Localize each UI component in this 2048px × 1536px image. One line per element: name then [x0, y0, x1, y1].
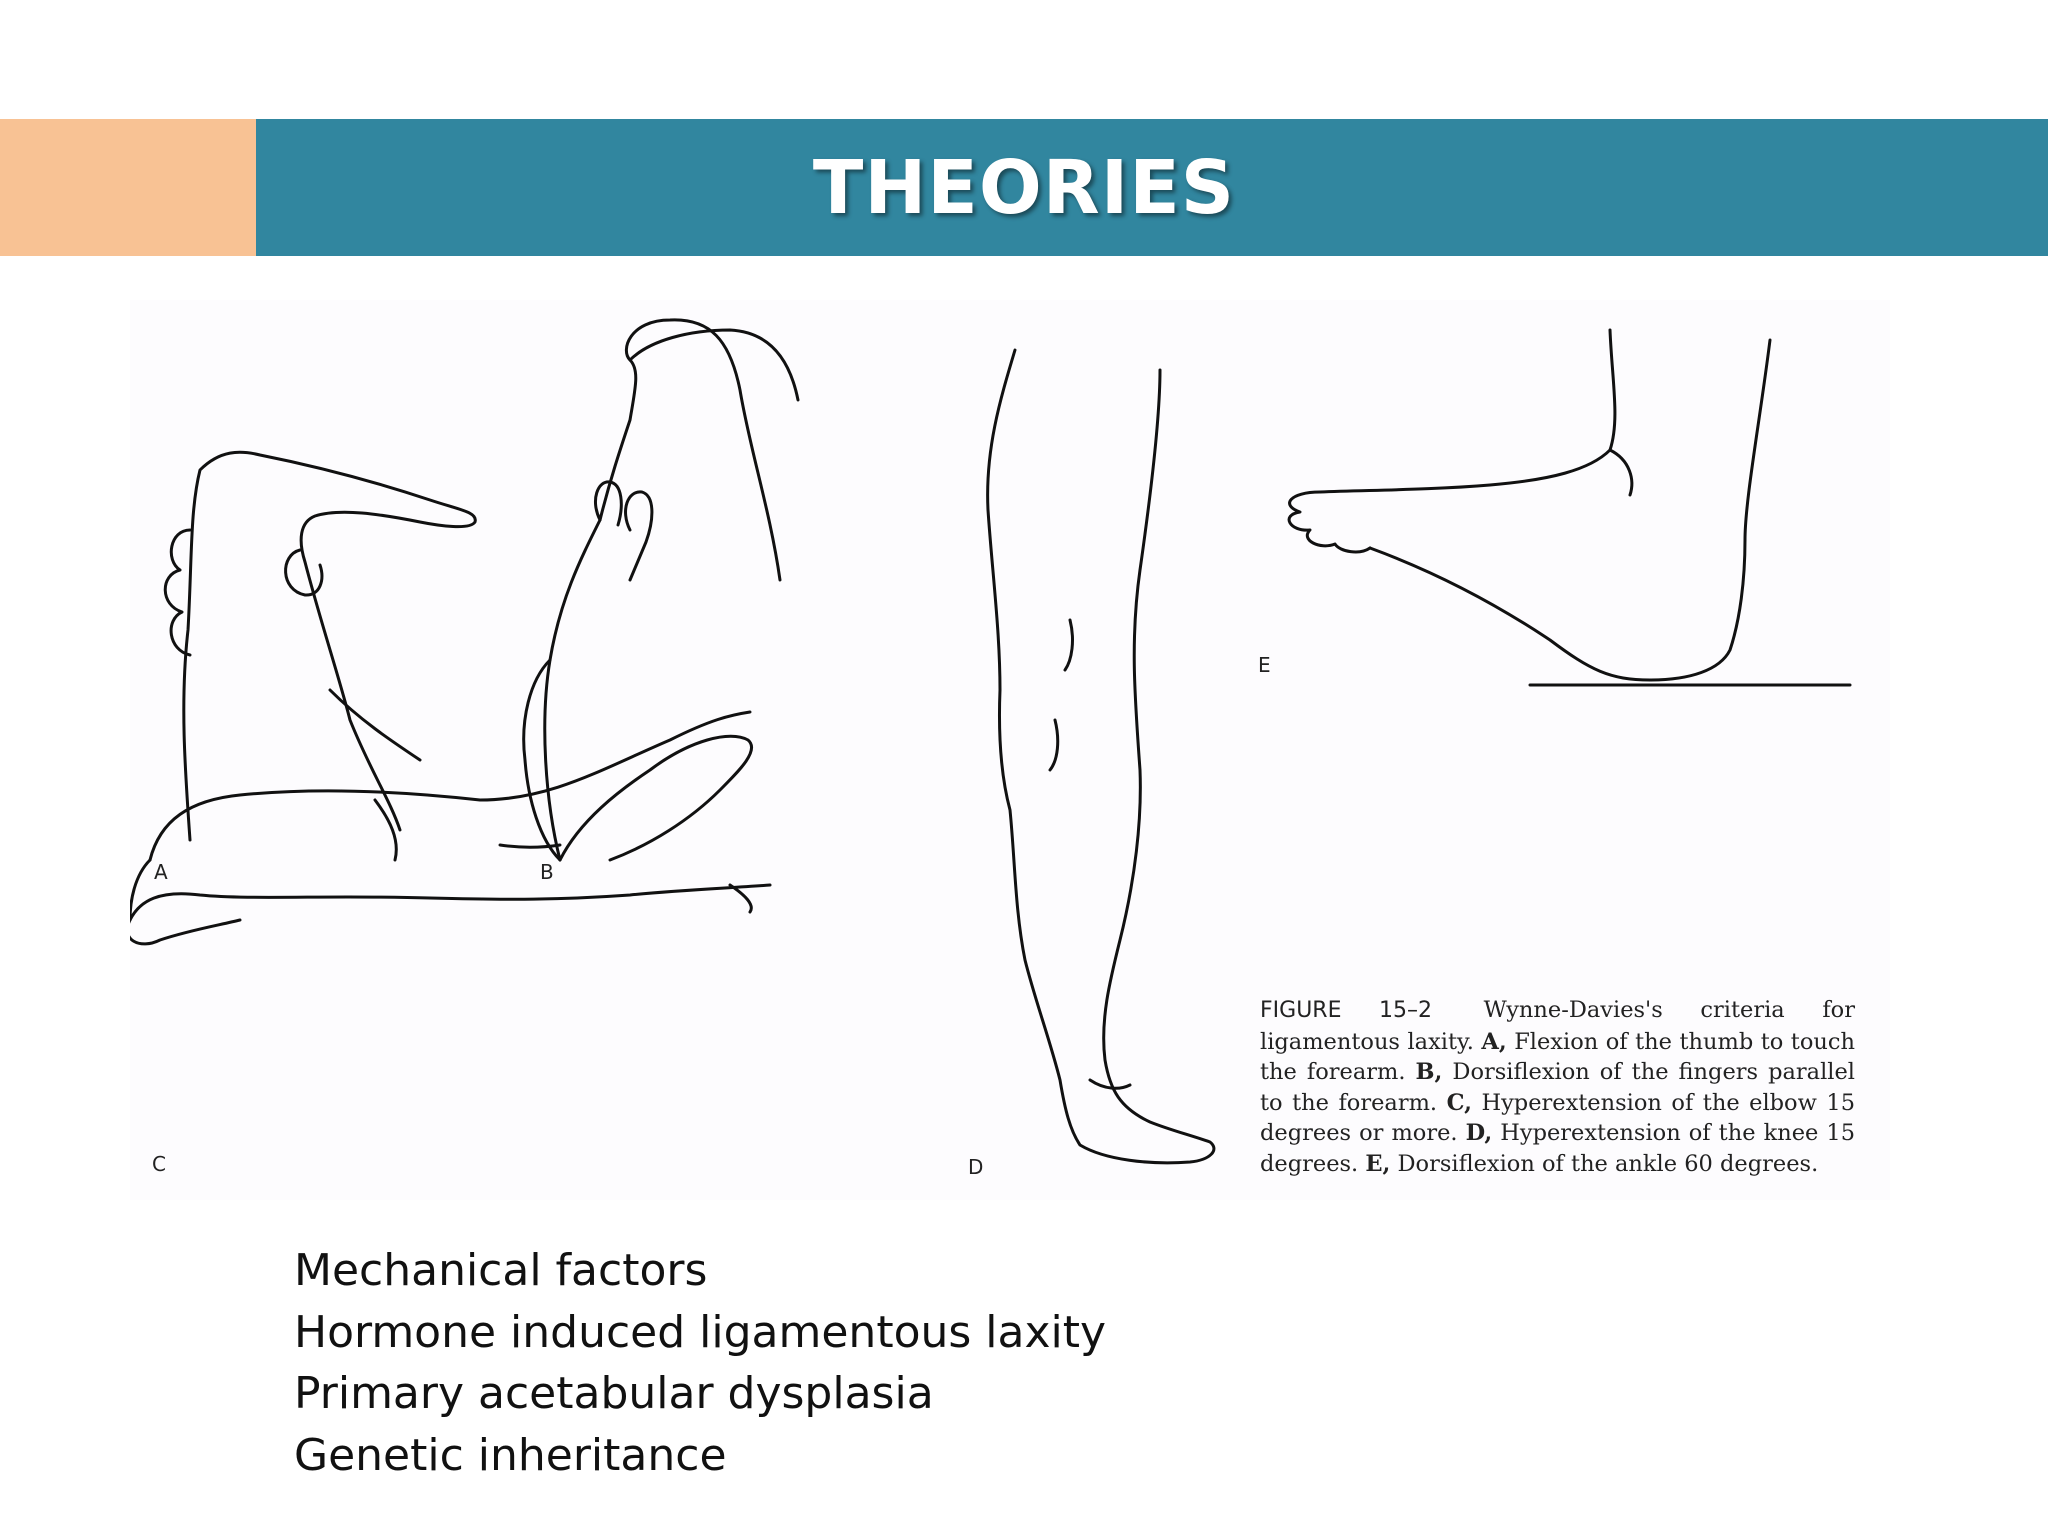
panel-label-b: B: [540, 860, 554, 884]
panel-label-a: A: [154, 860, 168, 884]
drawing-b-finger-dorsiflexion: [524, 320, 798, 860]
panel-label-c: C: [152, 1152, 166, 1176]
caption-intro: Wynne-Davies's criteria for ligamentous laxity.: [1260, 997, 1855, 1055]
caption-letter-d: D,: [1465, 1120, 1493, 1146]
panel-label-d: D: [968, 1155, 984, 1179]
slide-title: THEORIES: [812, 144, 1236, 231]
caption-text-a: Flexion of the thumb to touch the forearm.: [1260, 1028, 1855, 1085]
caption-letter-b: B,: [1415, 1059, 1443, 1085]
theories-list: [294, 1240, 1106, 1486]
panel-label-e: E: [1258, 653, 1271, 677]
figure-illustration: [130, 300, 1890, 1200]
drawing-d-knee-hyperextension: [988, 350, 1214, 1163]
accent-block: [0, 119, 256, 256]
figure-caption: [1260, 995, 1855, 1179]
caption-letter-c: C,: [1446, 1089, 1472, 1116]
list-item: Genetic inheritance: [294, 1429, 727, 1481]
caption-text-c: Hyperextension of the elbow 15 degrees or more.: [1260, 1089, 1856, 1146]
list-item: Mechanical factors: [294, 1245, 708, 1296]
caption-letter-e: E,: [1365, 1150, 1391, 1177]
caption-text-e: Dorsiflexion of the ankle 60 degrees.: [1397, 1150, 1819, 1177]
list-item: Hormone induced ligamentous laxity: [294, 1306, 1107, 1358]
caption-letter-a: A,: [1481, 1028, 1507, 1055]
caption-text-d: Hyperextension of the knee 15 degrees.: [1260, 1120, 1856, 1177]
list-item: Primary acetabular dysplasia: [294, 1368, 934, 1419]
caption-text-b: Dorsiflexion of the fingers parallel to the forearm.: [1260, 1059, 1855, 1116]
figure-number: FIGURE 15–2: [1260, 998, 1432, 1023]
drawing-e-ankle-dorsiflexion: [1289, 330, 1850, 685]
